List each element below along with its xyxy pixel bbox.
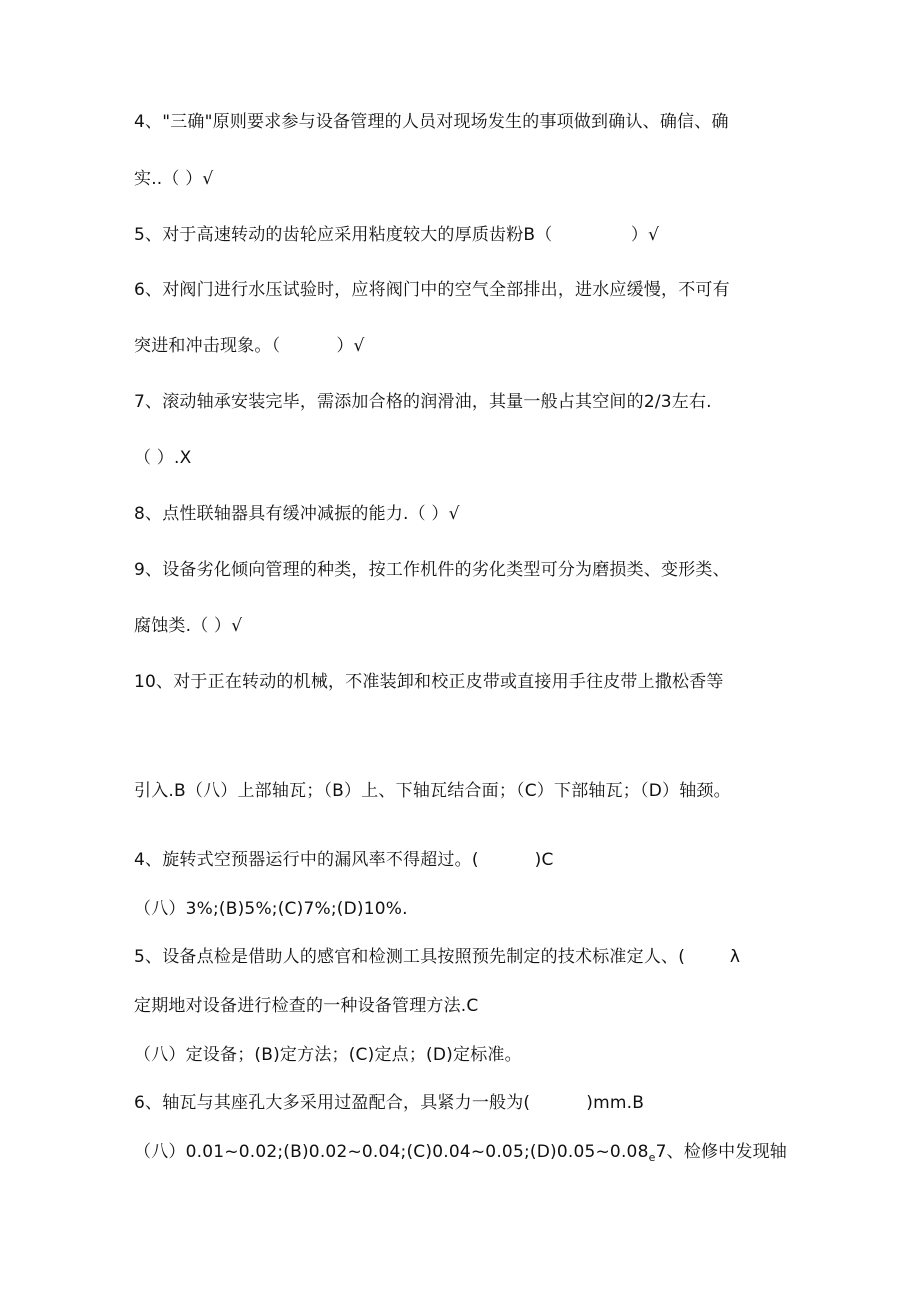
line-18: 6、轴瓦与其座孔大多采用过盈配合，具紧力一般为( )mm.B [134,1093,645,1113]
line-17: （八）定设备；(B)定方法；(C)定点；(D)定标准。 [134,1045,522,1065]
line-9: 9、设备劣化倾向管理的种类，按工作机件的劣化类型可分为磨损类、变形类、 [134,560,730,580]
line-3: 5、对于高速转动的齿轮应采用粘度较大的厚质齿粉B（ ）√ [134,225,660,245]
line-6: 7、滚动轴承安装完毕，需添加合格的润滑油，其量一般占其空间的2/3左右. [134,392,712,412]
line-19 [134,1141,787,1169]
line-10: 腐蚀类.（ ）√ [134,616,243,636]
line-19-main: （八）0.01~0.02;(B)0.02~0.04;(C)0.04~0.05;(D)0.05~0.08 [134,1142,649,1162]
line-15: 5、设备点检是借助人的感官和检测工具按照预先制定的技术标准定人、( λ [134,947,741,967]
line-7: （ ）.X [134,448,192,468]
line-19-subscript: e [648,1151,656,1164]
line-12: 引入.B（八）上部轴瓦；（B）上、下轴瓦结合面；（C）下部轴瓦；（D）轴颈。 [134,781,731,801]
line-5: 突进和冲击现象。（ ）√ [134,336,365,356]
line-16: 定期地对设备进行检查的一种设备管理方法.C [134,996,479,1016]
line-8: 8、点性联轴器具有缓冲减振的能力.（ ）√ [134,504,460,524]
line-14: （八）3%;(B)5%;(C)7%;(D)10%. [134,899,408,919]
line-19-tail: 7、检修中发现轴 [655,1142,787,1162]
line-1: 4、"三确"原则要求参与设备管理的人员对现场发生的事项做到确认、确信、确 [134,112,729,132]
line-11: 10、对于正在转动的机械，不准装卸和校正皮带或直接用手往皮带上撒松香等 [134,672,724,692]
line-2: 实..（ ）√ [134,169,214,189]
line-4: 6、对阀门进行水压试验时，应将阀门中的空气全部排出，进水应缓慢，不可有 [134,280,730,300]
line-13: 4、旋转式空预器运行中的漏风率不得超过。( )C [134,850,554,870]
